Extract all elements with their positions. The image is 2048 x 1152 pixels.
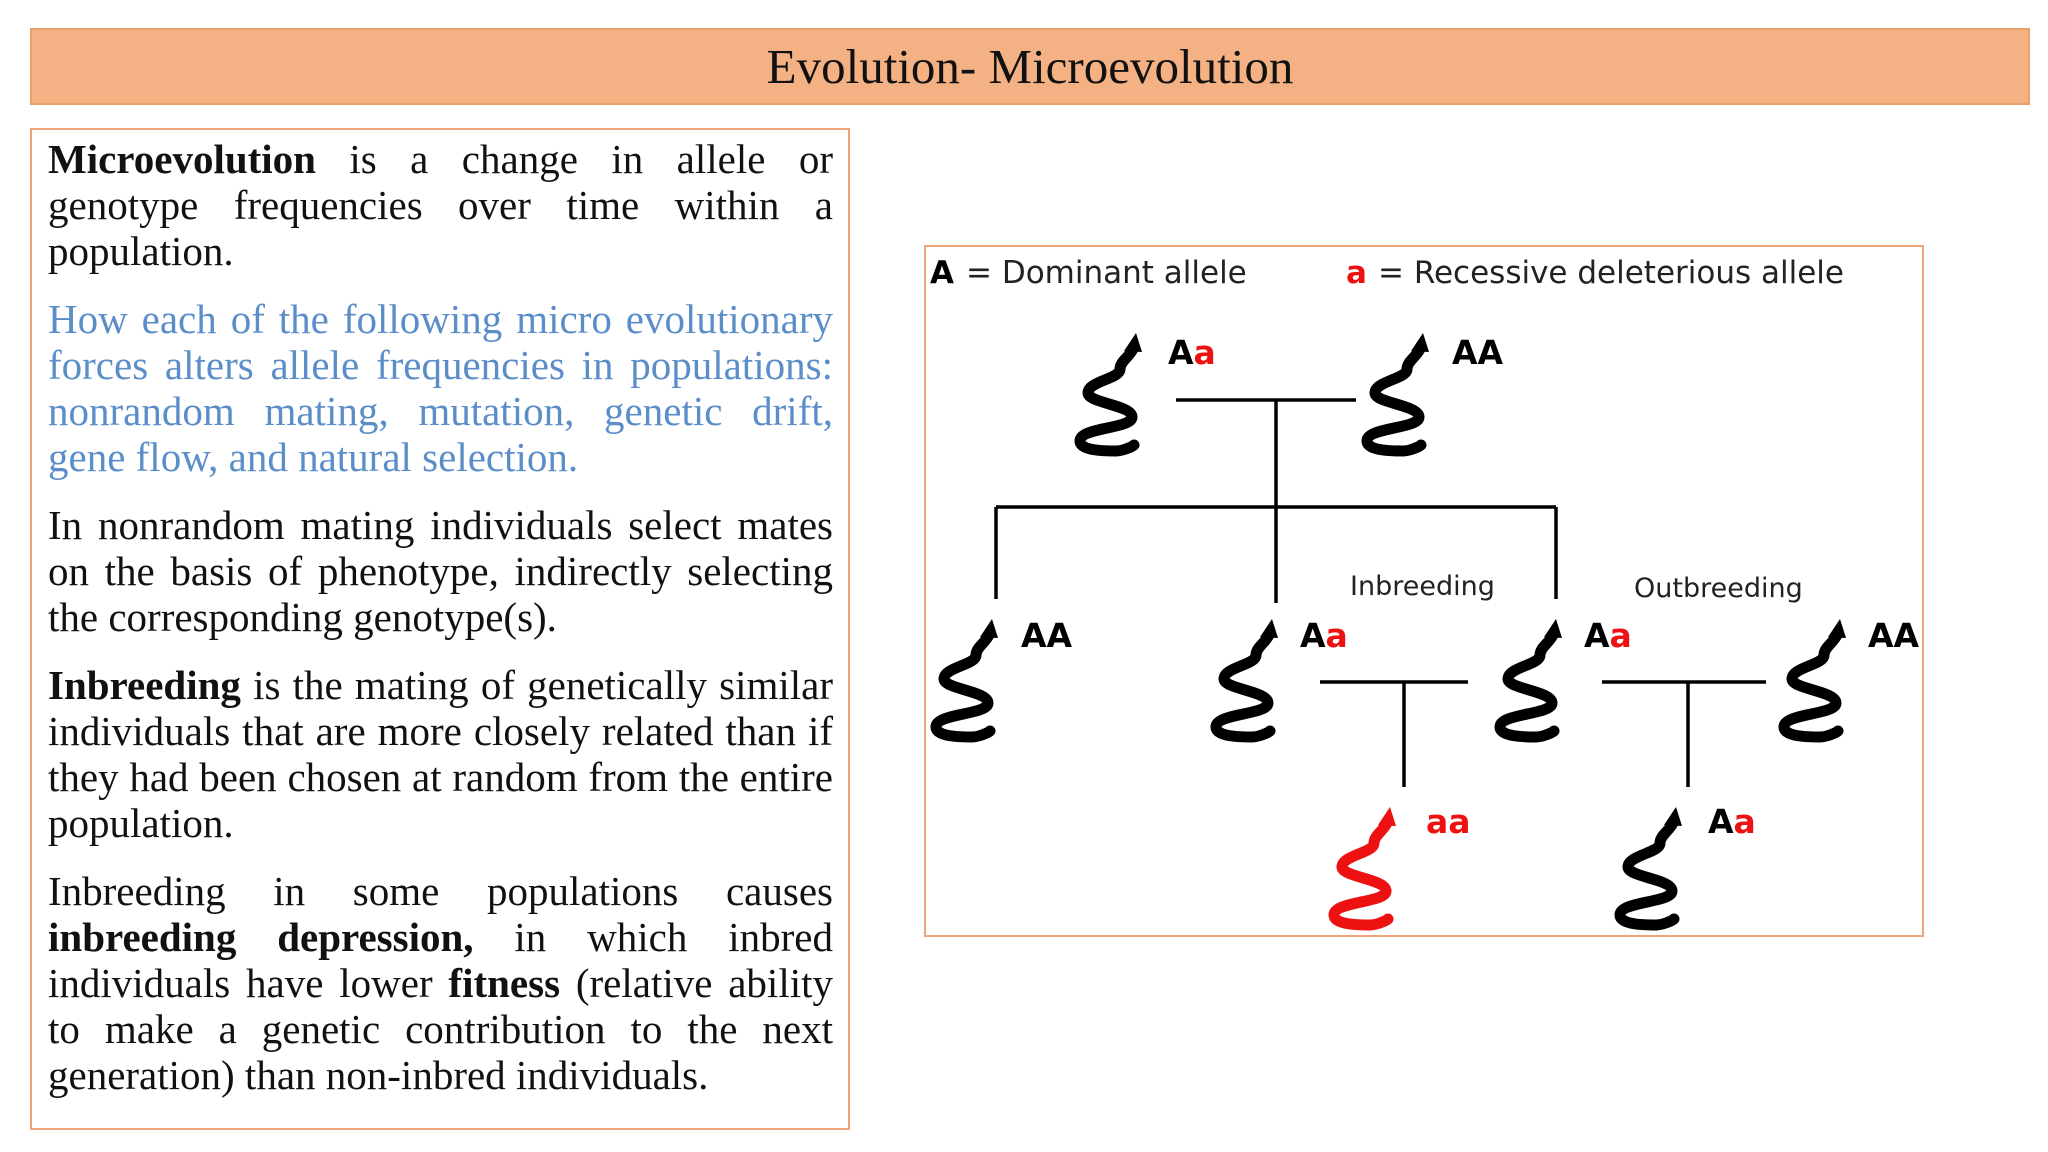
genotype-outbred-offspring: Aa [1708,802,1756,841]
term-microevolution: Microevolution [48,136,316,182]
paragraph-nonrandom-mating: In nonrandom mating individuals select mates on the basis of phenotype, indirectly selecting the corresponding genotype(s). [48,502,833,640]
genotype-inbred-offspring: aa [1426,802,1471,841]
legend-recessive-text: = Recessive deleterious allele [1378,255,1844,291]
paragraph-inbreeding-depression: Inbreeding in some populations causes inbreeding depression, in which inbred individuals have lower fitness (relative ability to make a genetic contribution to the next generation) than non-inbred individuals. [48,868,833,1098]
snake-child2-icon [1216,619,1278,737]
paragraph-forces: How each of the following micro evolutionary forces alters allele frequencies in populations: nonrandom mating, mutation, genetic drift, gene flow, and natural selection. [48,296,833,480]
label-inbreeding: Inbreeding [1350,571,1495,602]
genotype-outsider: AA [1868,616,1920,655]
text-box [30,128,850,1130]
paragraph-inbreeding [48,662,833,846]
pedigree-svg [926,247,1926,939]
snake-outbred-offspring-icon [1620,807,1682,925]
snake-child3-icon [1500,619,1562,737]
snake-child1-icon [936,619,998,737]
snake-parent2-icon [1367,333,1429,451]
snake-inbred-offspring-icon [1334,807,1396,925]
term-inbreeding-depression: inbreeding depression, [48,914,474,960]
legend-recessive-symbol: a [1346,255,1367,291]
snake-outsider-icon [1784,619,1846,737]
pedigree-diagram [924,245,1924,937]
slide-title: Evolution- Microevolution [766,39,1294,94]
genotype-parent2: AA [1452,333,1504,372]
snake-parent1-icon [1080,333,1142,451]
title-bar [30,28,2030,105]
legend-dominant-symbol: A [930,255,954,291]
term-inbreeding: Inbreeding [48,662,241,708]
term-fitness: fitness [448,960,561,1006]
label-outbreeding: Outbreeding [1634,573,1803,604]
paragraph-definition [48,136,833,274]
legend-dominant-text: = Dominant allele [966,255,1247,291]
genotype-child3: Aa [1584,616,1632,655]
genotype-child1: AA [1021,616,1073,655]
definition-text: is a change in allele or genotype frequencies over time within a population. [48,136,833,274]
genotype-parent1: Aa [1168,333,1216,372]
inbreeding-text: is the mating of genetically similar individuals that are more closely related than if they had been chosen at random from the entire population. [48,662,833,846]
genotype-child2: Aa [1300,616,1348,655]
